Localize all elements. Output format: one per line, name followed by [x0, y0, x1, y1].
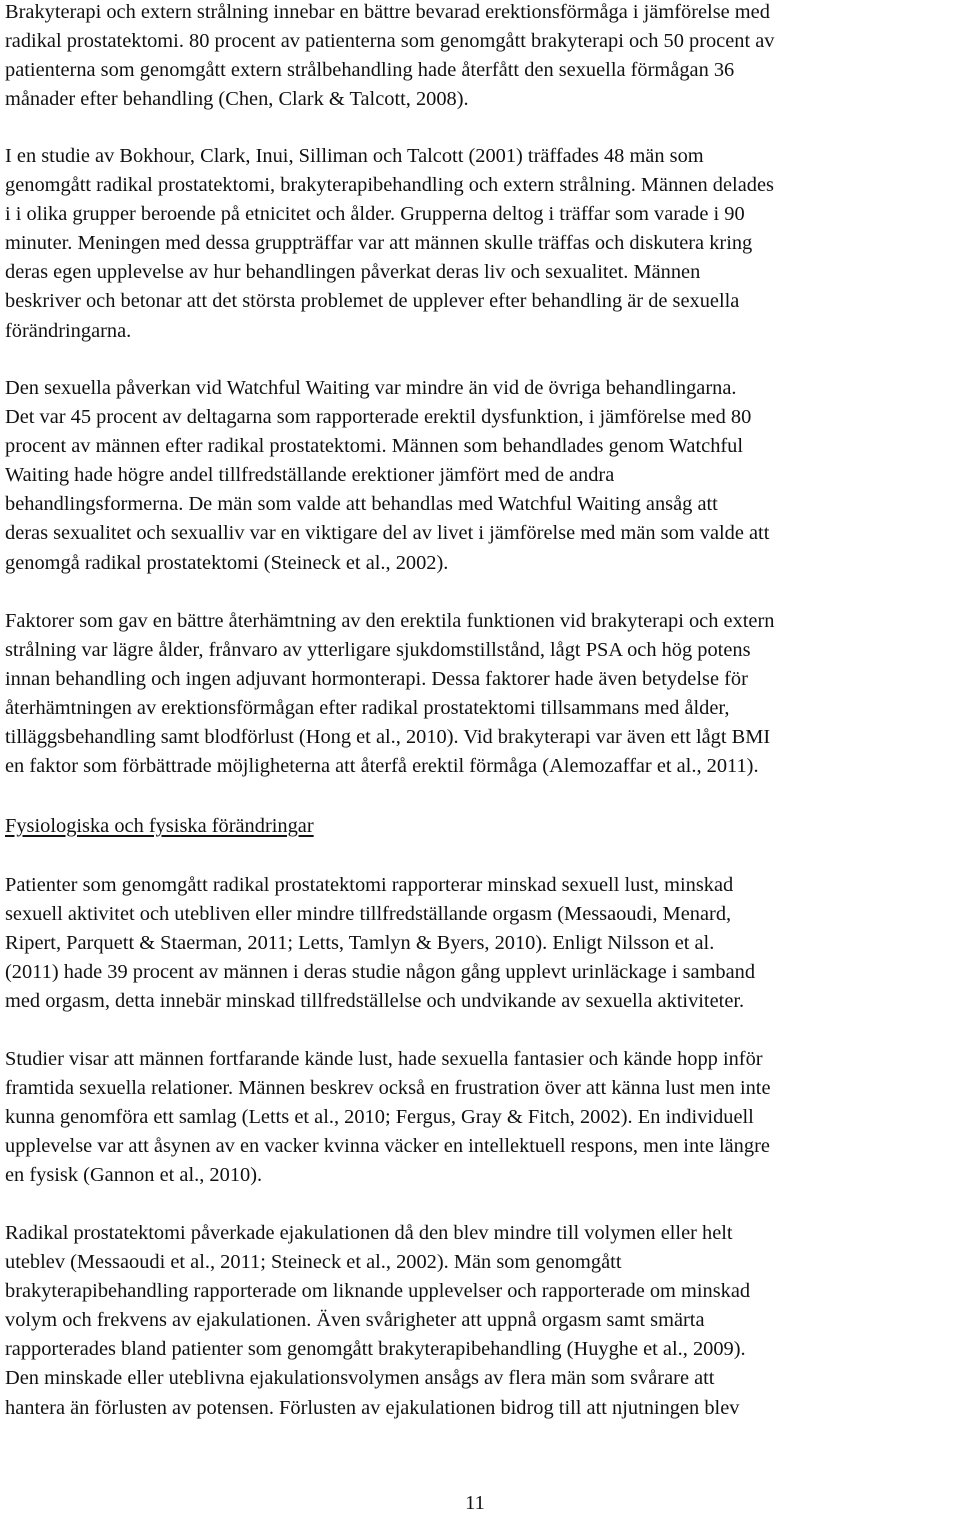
section-heading: Fysiologiska och fysiska förändringar: [5, 815, 314, 837]
page-number: 11: [465, 1492, 485, 1514]
paragraph-ejaculation: Radikal prostatektomi påverkade ejakulationen då den blev mindre till volymen eller helt uteblev (Messaoudi et al., 2011; Steineck et al., 2002). Män som genomgått brakyterapibehandling rapporterade om liknande upplevelser och rapporterade om minskad volym och frekvens av ejakulationen. Även svårigheter att uppnå orgasm samt smärta rapporterades bland patienter som genomgått brakyterapibehandling (Huyghe et al., 2009). Den minskade eller uteblivna ejakulationsvolymen ansågs av flera män som svårare att hantera än förlusten av potensen. Förlusten av ejakulationen bidrog till att njutningen blev: [5, 1222, 751, 1419]
paragraph-recovery-factors: Faktorer som gav en bättre återhämtning av den erektila funktionen vid brakyterapi och extern strålning var lägre ålder, frånvaro av ytterligare sjukdomstillstånd, lågt PSA och hög potens innan behandling och ingen adjuvant hormonterapi. Dessa faktorer hade även betydelse för återhämtningen av erektionsförmågan efter radikal prostatektomi tillsammans med ålder, tilläggsbehandling samt blodförlust (Hong et al., 2010). Vid brakyterapi var även ett lågt BMI en faktor som förbättrade möjligheterna att återfå erektil förmåga (Alemozaffar et al., 2011).: [5, 610, 775, 778]
paragraph-treatment-comparison: Brakyterapi och extern strålning innebar en bättre bevarad erektionsförmåga i jämförelse med radikal prostatektomi. 80 procent av patienterna som genomgått brakyterapi och 50 procent av patienterna som genomgått extern strålbehandling hade återfått den sexuella förmågan 36 månader efter behandling (Chen, Clark & Talcott, 2008).: [5, 1, 775, 111]
paragraph-bokhour-study: I en studie av Bokhour, Clark, Inui, Silliman och Talcott (2001) träffades 48 män som genomgått radikal prostatektomi, brakyterapibehandling och extern strålning. Männen delades i i olika grupper beroende på etnicitet och ålder. Grupperna deltog i träffar som varade i 90 minuter. Meningen med dessa gruppträffar var att männen skulle träffas och diskutera kring deras egen upplevelse av hur behandlingen påverkat deras liv och sexualitet. Männen beskriver och betonar att det största problemet de upplever efter behandling är de sexuella förändringarna.: [5, 145, 774, 342]
paragraph-watchful-waiting: Den sexuella påverkan vid Watchful Waiting var mindre än vid de övriga behandlingarna. Det var 45 procent av deltagarna som rapporterade erektil dysfunktion, i jämförelse med 80 procent av männen efter radikal prostatektomi. Männen som behandlades genom Watchful Waiting hade högre andel tillfredställande erektioner jämfört med de andra behandlingsformerna. De män som valde att behandlas med Watchful Waiting ansåg att deras sexualitet och sexualliv var en viktigare del av livet i jämförelse med män som valde att genomgå radikal prostatektomi (Steineck et al., 2002).: [5, 377, 770, 574]
paragraph-lingering-desire: Studier visar att männen fortfarande kände lust, hade sexuella fantasier och kände hopp inför framtida sexuella relationer. Männen beskrev också en frustration över att känna lust men inte kunna genomföra ett samlag (Letts et al., 2010; Fergus, Gray & Fitch, 2002). En individuell upplevelse var att åsynen av en vacker kvinna väcker en intellektuell respons, men inte längre en fysisk (Gannon et al., 2010).: [5, 1048, 771, 1187]
paragraph-reduced-desire: Patienter som genomgått radikal prostatektomi rapporterar minskad sexuell lust, minskad sexuell aktivitet och utebliven eller mindre tillfredställande orgasm (Messaoudi, Menard, Ripert, Parquett & Staerman, 2011; Letts, Tamlyn & Byers, 2010). Enligt Nilsson et al. (2011) hade 39 procent av männen i deras studie någon gång upplevt urinläckage i samband med orgasm, detta innebär minskad tillfredställelse och undvikande av sexuella aktiviteter.: [5, 874, 756, 1013]
